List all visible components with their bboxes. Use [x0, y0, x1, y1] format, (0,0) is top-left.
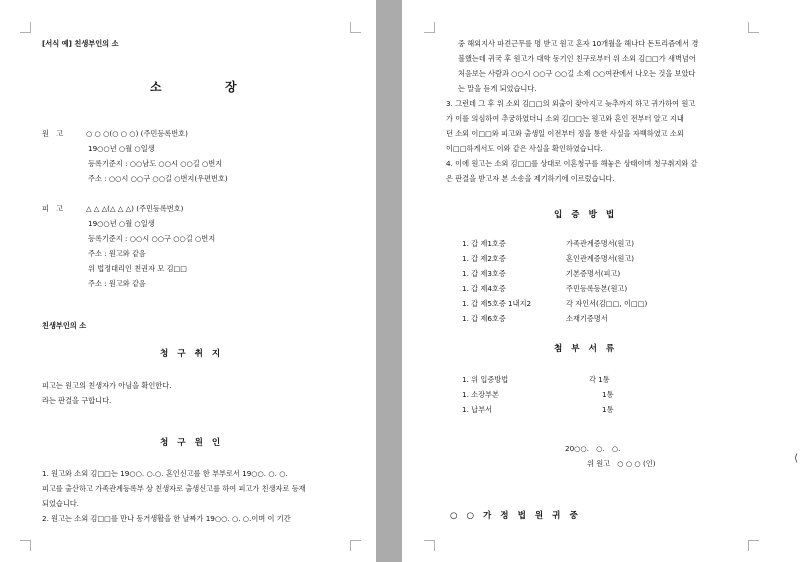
plaintiff-label: 원 고: [42, 129, 64, 138]
corner-mark: [748, 22, 759, 33]
evidence-no: 1. 갑 제6호증: [462, 314, 506, 323]
cause-title: 청 구 원 인: [160, 438, 224, 448]
evidence-desc: 주민등록등본(원고): [566, 284, 628, 293]
corner-mark: [20, 22, 31, 33]
corner-mark: [350, 540, 361, 551]
evidence-desc: 기본증명서(피고): [566, 269, 621, 278]
evidence-no: 1. 갑 제4호증: [462, 284, 506, 293]
filing-date: 20○○. ○. ○.: [565, 444, 621, 453]
defendant-addr: 주소 : 원고와 같음: [88, 249, 146, 258]
plaintiff-reg-addr: 등록기준지 : ○○남도 ○○시 ○○길 ○번지: [88, 159, 223, 168]
attach-qty: 1통: [602, 390, 614, 399]
evidence-no: 1. 갑 제3호증: [462, 269, 506, 278]
cont-line: 중 해외지사 파견근무를 명 받고 원고 혼자 10개월을 해나다 돈트리즘에서 경: [458, 39, 699, 48]
doc-title-part: 소: [150, 80, 162, 94]
item4-line: 은 판결을 받고자 본 소송을 제기하기에 이르렀습니다.: [446, 174, 615, 183]
corner-mark: [350, 22, 361, 33]
evidence-title: 입 증 방 법: [554, 210, 618, 220]
defendant-rep-addr: 주소 : 원고와 같음: [88, 279, 146, 288]
evidence-desc: 소재기증명서: [566, 314, 608, 323]
cause-line: 1. 원고와 소외 김□□는 19○○. ○.○. 혼인신고를 한 부부로서 19○○. ○. ○.: [42, 469, 288, 478]
claim-title: 청 구 취 지: [160, 349, 224, 359]
attach-name: 1. 소장부본: [462, 390, 499, 399]
evidence-no: 1. 갑 제5호증 1내지2: [462, 299, 532, 308]
document-page-left: [0, 0, 376, 562]
claim-line: 피고는 원고의 친생자가 아님을 확인한다.: [42, 381, 172, 390]
cont-line: 는 말을 듣게 되었습니다.: [458, 84, 537, 93]
cause-line: 되었습니다.: [42, 499, 80, 508]
plaintiff-birth: 19○○년 ○월 ○일생: [88, 144, 155, 153]
case-name: 친생부인의 소: [42, 321, 87, 330]
defendant-reg-addr: 등록기준지 : ○○시 ○○구 ○○길 ○번지: [88, 234, 216, 243]
form-label: [서식 예] 친생부인의 소: [42, 39, 119, 48]
court-addressee: ○ ○ 가 정 법 원 귀 중: [450, 511, 581, 521]
evidence-no: 1. 갑 제2호증: [462, 254, 506, 263]
attach-name: 1. 위 입증방법: [462, 375, 509, 384]
item4-line: 4. 이에 원고는 소외 김□□를 상대로 이혼청구를 해놓은 상태이며 청구취지와 같: [446, 159, 698, 168]
cont-line: 처음보는 사람과 ○○시 ○○구 ○○길 소재 ○○여관에서 나오는 것을 보았다: [458, 69, 696, 78]
signature-line: 위 원고 ○ ○ ○ (인): [587, 459, 656, 468]
item3-line: 가 이를 의심하여 추궁하였더니 소외 김□□는 원고와 혼인 전부터 알고 지내: [446, 114, 684, 123]
evidence-desc: 가족관계증명서(원고): [566, 239, 635, 248]
corner-mark: [20, 540, 31, 551]
evidence-no: 1. 갑 제1호증: [462, 239, 506, 248]
doc-title-part: 장: [225, 80, 237, 94]
document-page-right: [402, 0, 800, 562]
plaintiff-addr: 주소 : ○○시 ○○구 ○○길 ○번지(우편번호): [88, 174, 228, 183]
defendant-birth: 19○○년 ○월 ○일생: [88, 219, 155, 228]
plaintiff-name: ○ ○ ○(○ ○ ○) (주민등록번호): [86, 129, 188, 138]
corner-mark: [424, 540, 435, 551]
evidence-desc: 각 자인서(김□□, 이□□): [566, 299, 648, 308]
corner-mark: [748, 540, 759, 551]
cont-line: 블했는데 귀국 후 원고가 대학 동기인 친구로부터 위 소외 김□□가 새벽넘어: [458, 54, 696, 63]
item3-line: 3. 그런데 그 후 위 소외 김□□의 외출이 잦아지고 늦추까지 하고 귀가하여 원고: [446, 99, 696, 108]
evidence-desc: 혼인관계증명서(원고): [566, 254, 635, 263]
attach-name: 1. 납부서: [462, 405, 492, 414]
defendant-rep: 위 법정대리인 친권자 모 김□□: [88, 264, 188, 273]
attach-qty: 1통: [602, 405, 614, 414]
claim-line: 라는 판결을 구합니다.: [42, 396, 112, 405]
attach-title: 첨 부 서 류: [554, 344, 618, 354]
cause-line: 피고를 출산하고 가족관계등록부 상 친생자로 출생신고를 하여 피고가 친생자로 등재: [42, 484, 306, 493]
page-edge-arrow-icon[interactable]: ⟨: [794, 453, 798, 464]
item3-line: 던 소외 이□□와 피고와 출생일 이전부터 정을 통한 사실을 자백하였고 소외: [446, 129, 684, 138]
attach-qty: 각 1통: [589, 375, 610, 384]
corner-mark: [424, 22, 435, 33]
item3-line: 이□□하게서도 이와 같은 사실을 확인하였습니다.: [446, 144, 603, 153]
defendant-name: △ △ △(△ △ △) (주민등록번호): [86, 204, 184, 213]
cause-line: 2. 원고는 소외 김□□를 만나 동거생활을 한 날짜가 19○○. ○. ○.이며 이 기간: [42, 514, 291, 523]
defendant-label: 피 고: [42, 204, 64, 213]
